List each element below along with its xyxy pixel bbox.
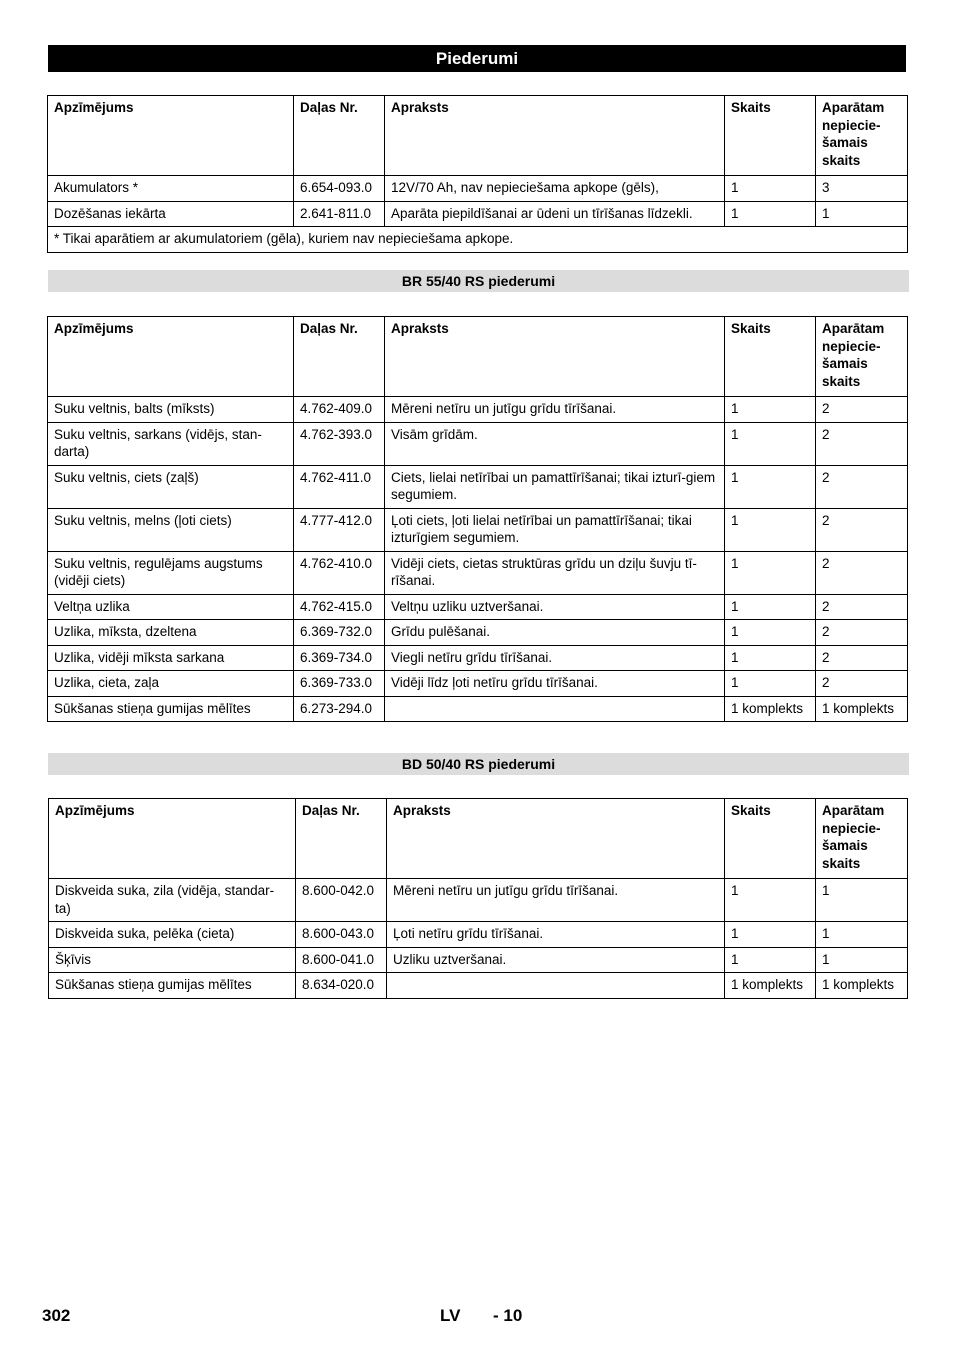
cell-quantity: 1 [725, 201, 816, 227]
cell-part-number: 8.600-041.0 [296, 947, 387, 973]
cell-description: Grīdu pulēšanai. [385, 620, 725, 646]
cell-description: Mēreni netīru un jutīgu grīdu tīrīšanai. [387, 879, 725, 922]
cell-part-number: 4.762-409.0 [294, 397, 385, 423]
cell-required-quantity: 1 komplekts [816, 973, 908, 999]
header-description: Apraksts [387, 799, 725, 879]
page-title: Piederumi [48, 45, 906, 72]
cell-designation: Uzlika, cieta, zaļa [48, 671, 294, 697]
cell-part-number: 4.762-393.0 [294, 422, 385, 465]
cell-required-quantity: 1 [816, 922, 908, 948]
cell-quantity: 1 [725, 508, 816, 551]
table-row [48, 176, 908, 202]
cell-required-quantity: 1 [816, 879, 908, 922]
table-row [48, 397, 908, 423]
cell-required-quantity: 2 [816, 397, 908, 423]
header-required-quantity: Aparātam nepiecie-šamais skaits [816, 317, 908, 397]
header-designation: Apzīmējums [48, 317, 294, 397]
cell-part-number: 6.369-732.0 [294, 620, 385, 646]
cell-part-number: 6.654-093.0 [294, 176, 385, 202]
sub-page-number: - 10 [493, 1306, 523, 1325]
table-row [48, 551, 908, 594]
accessories-table-br-55-40 [47, 316, 908, 722]
table-row [49, 922, 908, 948]
cell-designation: Suku veltnis, ciets (zaļš) [48, 465, 294, 508]
table-header-row [48, 317, 908, 397]
header-designation: Apzīmējums [49, 799, 296, 879]
cell-part-number: 4.762-411.0 [294, 465, 385, 508]
cell-designation: Uzlika, mīksta, dzeltena [48, 620, 294, 646]
header-quantity: Skaits [725, 317, 816, 397]
cell-quantity: 1 [725, 465, 816, 508]
cell-description: Mēreni netīru un jutīgu grīdu tīrīšanai. [385, 397, 725, 423]
accessories-table-general [47, 95, 908, 253]
cell-quantity: 1 [725, 947, 816, 973]
table-row [48, 671, 908, 697]
cell-required-quantity: 2 [816, 551, 908, 594]
cell-part-number: 6.369-734.0 [294, 645, 385, 671]
cell-description: Ļoti ciets, ļoti lielai netīrībai un pamattīrīšanai; tikai izturīgiem segumiem. [385, 508, 725, 551]
cell-quantity: 1 komplekts [725, 973, 816, 999]
cell-quantity: 1 komplekts [725, 696, 816, 722]
cell-designation: Šķīvis [49, 947, 296, 973]
cell-part-number: 8.600-042.0 [296, 879, 387, 922]
language-code: LV [440, 1306, 461, 1325]
cell-description [387, 973, 725, 999]
header-required-quantity: Aparātam nepiecie-šamais skaits [816, 799, 908, 879]
cell-designation: Dozēšanas iekārta [48, 201, 294, 227]
cell-description: Aparāta piepildīšanai ar ūdeni un tīrīšanas līdzekli. [385, 201, 725, 227]
table-row [49, 879, 908, 922]
section-title-br-55-40: BR 55/40 RS piederumi [48, 270, 909, 292]
cell-designation: Diskveida suka, pelēka (cieta) [49, 922, 296, 948]
table-row [48, 696, 908, 722]
cell-designation: Sūkšanas stieņa gumijas mēlītes [49, 973, 296, 999]
header-quantity: Skaits [725, 799, 816, 879]
table-header-row [49, 799, 908, 879]
cell-description: Vidēji ciets, cietas struktūras grīdu un dziļu šuvju tī-rīšanai. [385, 551, 725, 594]
table-row [48, 645, 908, 671]
cell-designation: Diskveida suka, zila (vidēja, standar-ta) [49, 879, 296, 922]
table-row [49, 973, 908, 999]
cell-description: Visām grīdām. [385, 422, 725, 465]
cell-required-quantity: 2 [816, 645, 908, 671]
cell-description: Uzliku uztveršanai. [387, 947, 725, 973]
table-row [49, 947, 908, 973]
header-description: Apraksts [385, 96, 725, 176]
cell-required-quantity: 2 [816, 508, 908, 551]
header-description: Apraksts [385, 317, 725, 397]
cell-required-quantity: 1 [816, 947, 908, 973]
cell-designation: Suku veltnis, melns (ļoti ciets) [48, 508, 294, 551]
cell-quantity: 1 [725, 551, 816, 594]
cell-required-quantity: 1 [816, 201, 908, 227]
cell-quantity: 1 [725, 176, 816, 202]
cell-designation: Suku veltnis, regulējams augstums (vidēji ciets) [48, 551, 294, 594]
header-quantity: Skaits [725, 96, 816, 176]
cell-description: Ciets, lielai netīrībai un pamattīrīšanai; tikai izturī-giem segumiem. [385, 465, 725, 508]
cell-quantity: 1 [725, 645, 816, 671]
cell-part-number: 4.762-410.0 [294, 551, 385, 594]
cell-description [385, 696, 725, 722]
cell-designation: Akumulators * [48, 176, 294, 202]
cell-part-number: 8.634-020.0 [296, 973, 387, 999]
cell-required-quantity: 2 [816, 594, 908, 620]
cell-required-quantity: 1 komplekts [816, 696, 908, 722]
table-row [48, 508, 908, 551]
cell-designation: Suku veltnis, balts (mīksts) [48, 397, 294, 423]
cell-designation: Uzlika, vidēji mīksta sarkana [48, 645, 294, 671]
cell-description: Vidēji līdz ļoti netīru grīdu tīrīšanai. [385, 671, 725, 697]
cell-designation: Suku veltnis, sarkans (vidējs, stan-darta) [48, 422, 294, 465]
table-row [48, 594, 908, 620]
cell-quantity: 1 [725, 922, 816, 948]
cell-required-quantity: 2 [816, 465, 908, 508]
cell-quantity: 1 [725, 671, 816, 697]
cell-quantity: 1 [725, 422, 816, 465]
cell-quantity: 1 [725, 879, 816, 922]
header-designation: Apzīmējums [48, 96, 294, 176]
accessories-table-bd-50-40 [48, 798, 908, 999]
table-row [48, 465, 908, 508]
table-row [48, 620, 908, 646]
table-row [48, 422, 908, 465]
cell-designation: Sūkšanas stieņa gumijas mēlītes [48, 696, 294, 722]
table-header-row [48, 96, 908, 176]
cell-required-quantity: 2 [816, 671, 908, 697]
cell-part-number: 6.369-733.0 [294, 671, 385, 697]
cell-quantity: 1 [725, 594, 816, 620]
header-part-number: Daļas Nr. [296, 799, 387, 879]
table-footnote: * Tikai aparātiem ar akumulatoriem (gēla), kuriem nav nepieciešama apkope. [48, 227, 908, 253]
cell-description: 12V/70 Ah, nav nepieciešama apkope (gēls), [385, 176, 725, 202]
section-title-bd-50-40: BD 50/40 RS piederumi [48, 753, 909, 775]
page-number: 302 [42, 1306, 71, 1325]
cell-required-quantity: 2 [816, 620, 908, 646]
cell-quantity: 1 [725, 620, 816, 646]
cell-quantity: 1 [725, 397, 816, 423]
cell-part-number: 8.600-043.0 [296, 922, 387, 948]
cell-part-number: 6.273-294.0 [294, 696, 385, 722]
header-required-quantity: Aparātam nepiecie-šamais skaits [816, 96, 908, 176]
cell-description: Viegli netīru grīdu tīrīšanai. [385, 645, 725, 671]
cell-description: Ļoti netīru grīdu tīrīšanai. [387, 922, 725, 948]
header-part-number: Daļas Nr. [294, 317, 385, 397]
cell-required-quantity: 2 [816, 422, 908, 465]
cell-required-quantity: 3 [816, 176, 908, 202]
table-row [48, 201, 908, 227]
cell-part-number: 4.777-412.0 [294, 508, 385, 551]
header-part-number: Daļas Nr. [294, 96, 385, 176]
cell-part-number: 4.762-415.0 [294, 594, 385, 620]
cell-description: Veltņu uzliku uztveršanai. [385, 594, 725, 620]
cell-part-number: 2.641-811.0 [294, 201, 385, 227]
cell-designation: Veltņa uzlika [48, 594, 294, 620]
table-note-row [48, 227, 908, 253]
